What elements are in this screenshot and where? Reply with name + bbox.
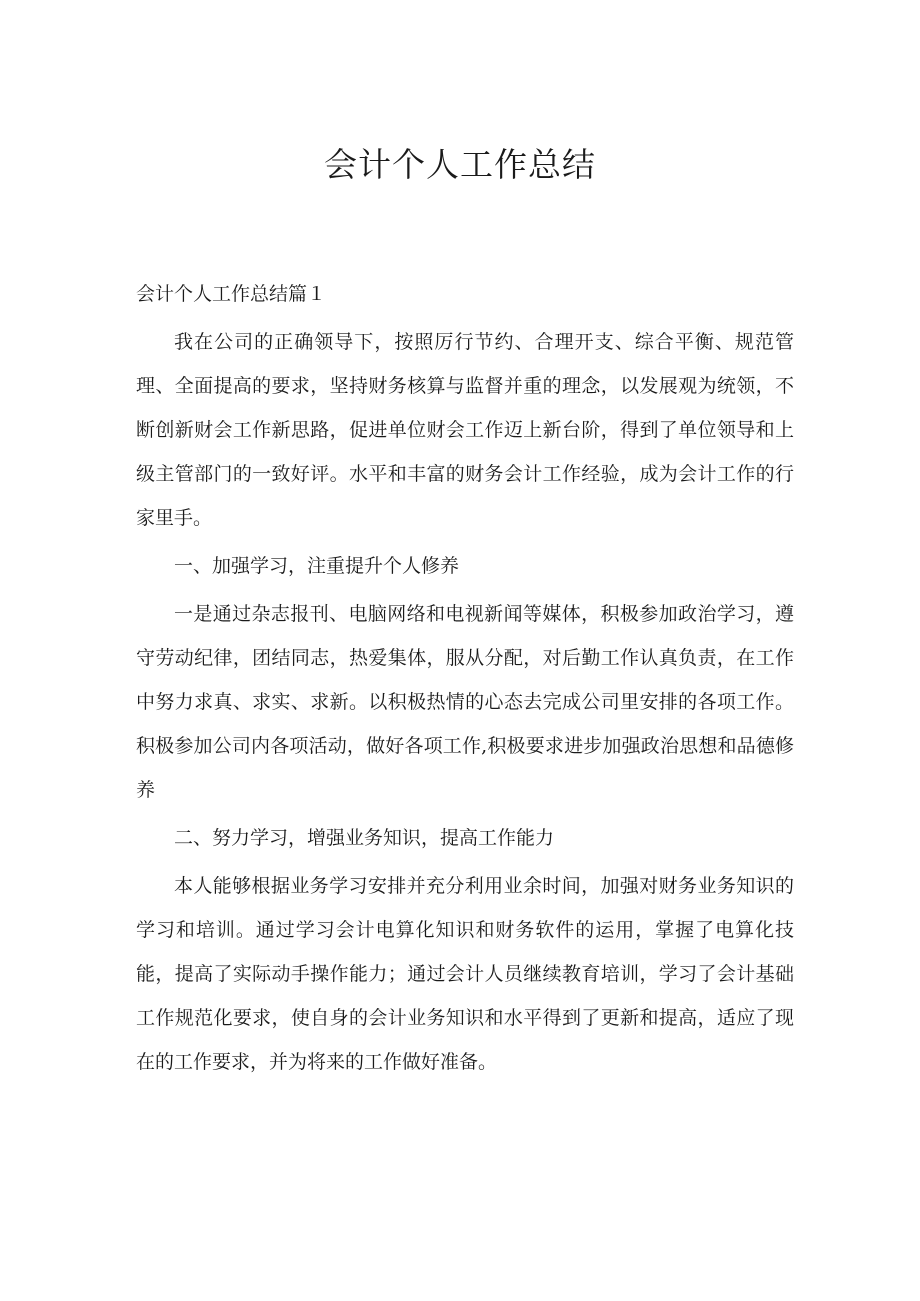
paragraph-business-knowledge: 本人能够根据业务学习安排并充分利用业余时间，加强对财务业务知识的学习和培训。通过学习会计电算化知识和财务软件的运用，掌握了电算化技能，提高了实际动手操作能力；通过会计人员继续教育培训，学习了会计基础工作规范化要求，使自身的会计业务知识和水平得到了更新和提高，适应了现在的工作要求，并为将来的工作做好准备。 xyxy=(136,875,794,1073)
heading-business-knowledge: 二、努力学习，增强业务知识，提高工作能力 xyxy=(174,827,555,849)
document-body xyxy=(136,272,794,1088)
paragraph-study-cultivation: 一是通过杂志报刊、电脑网络和电视新闻等媒体，积极参加政治学习，遵守劳动纪律，团结同志，热爱集体，服从分配，对后勤工作认真负责，在工作中努力求真、求实、求新。以积极热情的心态去完成公司里安排的各项工作。积极参加公司内各项活动，做好各项工作,积极要求进步加强政治思想和品德修养 xyxy=(136,603,794,801)
heading-study-cultivation: 一、加强学习，注重提升个人修养 xyxy=(174,555,460,577)
section-title: 会计个人工作总结篇１ xyxy=(136,283,327,305)
document-title: 会计个人工作总结 xyxy=(324,145,596,184)
paragraph-intro: 我在公司的正确领导下，按照厉行节约、合理开支、综合平衡、规范管理、全面提高的要求，坚持财务核算与监督并重的理念，以发展观为统领，不断创新财会工作新思路，促进单位财会工作迈上新台阶，得到了单位领导和上级主管部门的一致好评。水平和丰富的财务会计工作经验，成为会计工作的行家里手。 xyxy=(136,331,794,529)
